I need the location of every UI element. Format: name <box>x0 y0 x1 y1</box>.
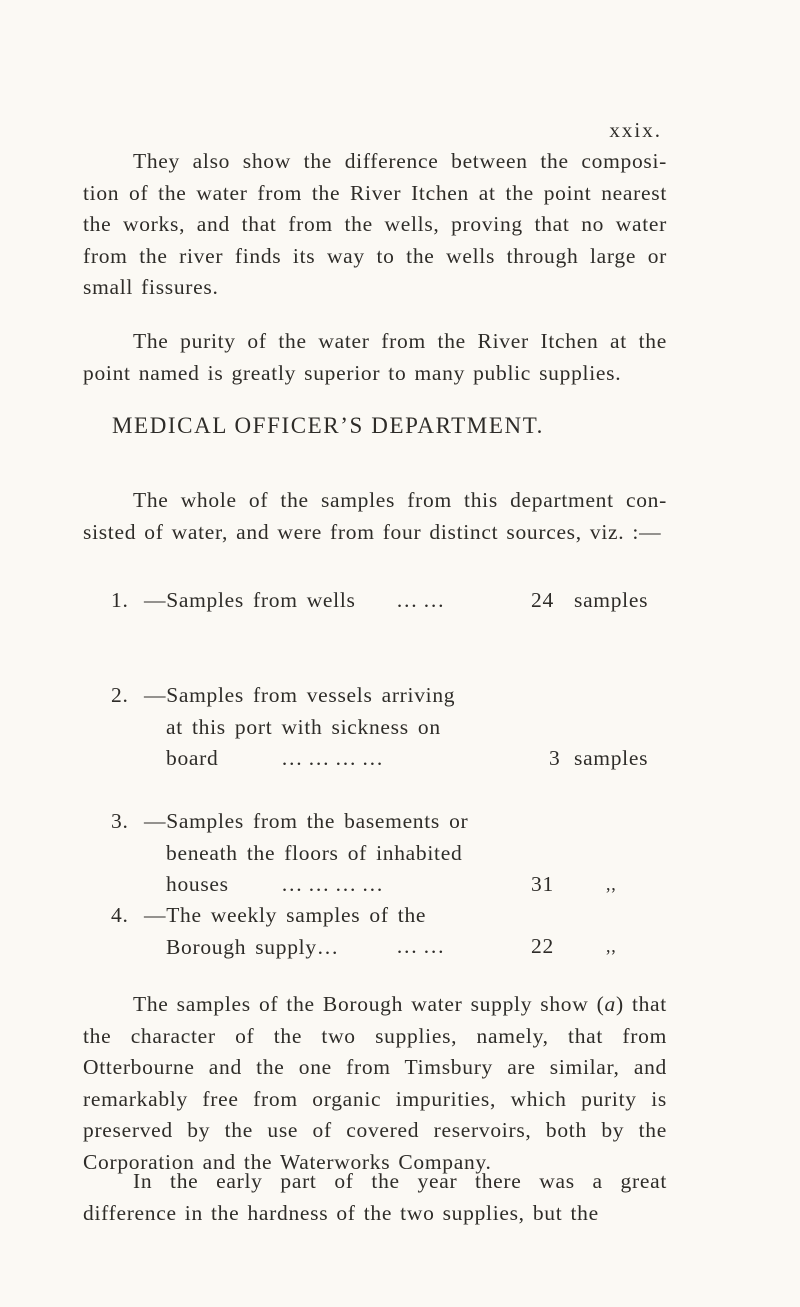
sample-count: 31 <box>531 872 554 896</box>
sample-unit: samples <box>574 588 649 612</box>
paragraph-river-itchen-composition: They also show the difference between the composi- tion of the water from the River Itchen at the point nearest the works, and that from the wells, proving that no water from the river finds its way to the wells through large or small fissures. <box>83 149 667 299</box>
list-item-number: 3. <box>111 809 129 833</box>
paragraph-sample-sources-intro: The whole of the samples from this department con- sisted of water, and were from four distinct sources, viz. :— <box>83 488 667 544</box>
list-item-line: —The weekly samples of the <box>144 903 427 927</box>
list-item-number: 4. <box>111 903 129 927</box>
sample-unit: samples <box>574 746 649 770</box>
sample-count: 24 <box>531 588 554 612</box>
paragraph-text: ) that the character of the two supplies, namely, that from Otterbourne and the one from Timsbury are similar, and remarkably free from organic impurities, which purity is preserved by the use of covered reservoirs, both by the Corporation and the Waterworks Company. <box>83 992 667 1174</box>
dot-leaders: … … … … <box>281 746 384 770</box>
dot-leaders: … … … … <box>281 872 384 896</box>
paragraph-hardness: In the early part of the year there was a great difference in the hardness of the two supplies, but the <box>83 1169 667 1225</box>
list-item-line: houses <box>166 872 229 896</box>
list-item-line: beneath the floors of inhabited <box>166 840 463 865</box>
sample-count: 3 <box>549 746 561 770</box>
list-item-line: —Samples from wells <box>144 588 356 612</box>
list-item-line: —Samples from vessels arriving <box>144 683 456 707</box>
paragraph-borough-supply <box>83 989 667 1178</box>
dot-leaders: … … <box>396 934 445 958</box>
italic-letter: a <box>604 992 616 1016</box>
list-item-line: board <box>166 746 219 770</box>
ditto-mark: ,, <box>606 874 617 894</box>
list-item-line: —Samples from the basements or <box>144 809 469 833</box>
page-number: xxix. <box>609 118 662 142</box>
list-item-line: at this port with sickness on <box>166 714 441 739</box>
dot-leaders: … … <box>396 588 445 612</box>
paragraph-river-itchen-purity: The purity of the water from the River Itchen at the point named is greatly superior to many public supplies. <box>83 329 667 385</box>
ditto-mark: ,, <box>606 936 617 956</box>
list-item-number: 1. <box>111 588 129 612</box>
list-item-line: Borough supply… <box>166 934 339 959</box>
sample-count: 22 <box>531 934 554 958</box>
paragraph-text: The samples of the Borough water supply show ( <box>133 992 605 1016</box>
section-heading: MEDICAL OFFICER’S DEPARTMENT. <box>112 413 545 438</box>
list-item-number: 2. <box>111 683 129 707</box>
